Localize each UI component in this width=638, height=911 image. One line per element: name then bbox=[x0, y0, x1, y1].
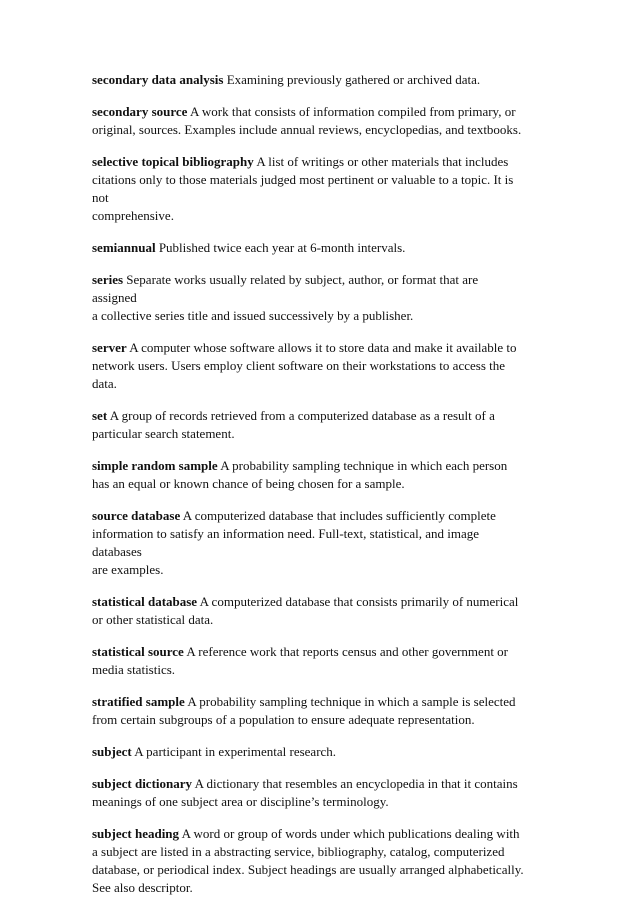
glossary-term: server bbox=[92, 340, 127, 355]
glossary-entry bbox=[92, 693, 524, 729]
glossary-entry bbox=[92, 271, 524, 325]
glossary-term: statistical database bbox=[92, 594, 198, 609]
glossary-entry bbox=[92, 507, 524, 579]
glossary-definition: A computerized database that includes sufficiently complete information to satisfy an information need. Full-text, statistical, and image databases are examples. bbox=[92, 508, 496, 577]
glossary-term: stratified sample bbox=[92, 694, 185, 709]
glossary-entry bbox=[92, 643, 524, 679]
glossary-definition: A list of writings or other materials that includes citations only to those materials judged most pertinent or valuable to a topic. It is not comprehensive. bbox=[92, 154, 514, 223]
glossary-entry bbox=[92, 825, 524, 897]
glossary-definition: Examining previously gathered or archived data. bbox=[226, 72, 481, 87]
glossary-entry bbox=[92, 103, 524, 139]
glossary-entry bbox=[92, 153, 524, 225]
glossary-definition: A participant in experimental research. bbox=[134, 744, 337, 759]
glossary-entry bbox=[92, 407, 524, 443]
glossary-entry bbox=[92, 71, 524, 89]
glossary-definition: A group of records retrieved from a computerized database as a result of a particular search statement. bbox=[92, 408, 495, 441]
glossary-definition: Separate works usually related by subject, author, or format that are assigned a collective series title and issued successively by a publisher. bbox=[92, 272, 479, 323]
glossary-term: secondary source bbox=[92, 104, 188, 119]
glossary-entry bbox=[92, 593, 524, 629]
glossary-definition: A reference work that reports census and other government or media statistics. bbox=[92, 644, 509, 677]
glossary-term: subject dictionary bbox=[92, 776, 193, 791]
glossary-term: semiannual bbox=[92, 240, 156, 255]
glossary-entry bbox=[92, 743, 524, 761]
glossary-term: subject bbox=[92, 744, 132, 759]
glossary-entry bbox=[92, 457, 524, 493]
glossary-page bbox=[92, 71, 524, 911]
glossary-definition: A dictionary that resembles an encyclopedia in that it contains meanings of one subject area or discipline’s terminology. bbox=[92, 776, 518, 809]
glossary-definition: A probability sampling technique in which each person has an equal or known chance of being chosen for a sample. bbox=[92, 458, 508, 491]
glossary-definition: Published twice each year at 6-month intervals. bbox=[158, 240, 406, 255]
glossary-definition: A work that consists of information compiled from primary, or original, sources. Examples include annual reviews, encyclopedias, and textbooks. bbox=[92, 104, 522, 137]
glossary-term: selective topical bibliography bbox=[92, 154, 254, 169]
glossary-entry bbox=[92, 339, 524, 393]
glossary-definition: A computerized database that consists primarily of numerical or other statistical data. bbox=[92, 594, 519, 627]
glossary-term: secondary data analysis bbox=[92, 72, 224, 87]
glossary-entry bbox=[92, 239, 524, 257]
glossary-definition: A probability sampling technique in which a sample is selected from certain subgroups of a population to ensure adequate representation. bbox=[92, 694, 516, 727]
glossary-term: subject heading bbox=[92, 826, 180, 841]
glossary-definition: A computer whose software allows it to store data and make it available to network users. Users employ client software on their workstations to access the data. bbox=[92, 340, 517, 391]
glossary-term: simple random sample bbox=[92, 458, 218, 473]
glossary-term: source database bbox=[92, 508, 181, 523]
glossary-term: statistical source bbox=[92, 644, 184, 659]
glossary-entry bbox=[92, 775, 524, 811]
glossary-term: set bbox=[92, 408, 108, 423]
glossary-definition: A word or group of words under which publications dealing with a subject are listed in a abstracting service, bibliography, catalog, computerized database, or periodical index. Subject headings are usually arranged alphabetically. See also descriptor. bbox=[92, 826, 524, 895]
glossary-term: series bbox=[92, 272, 124, 287]
